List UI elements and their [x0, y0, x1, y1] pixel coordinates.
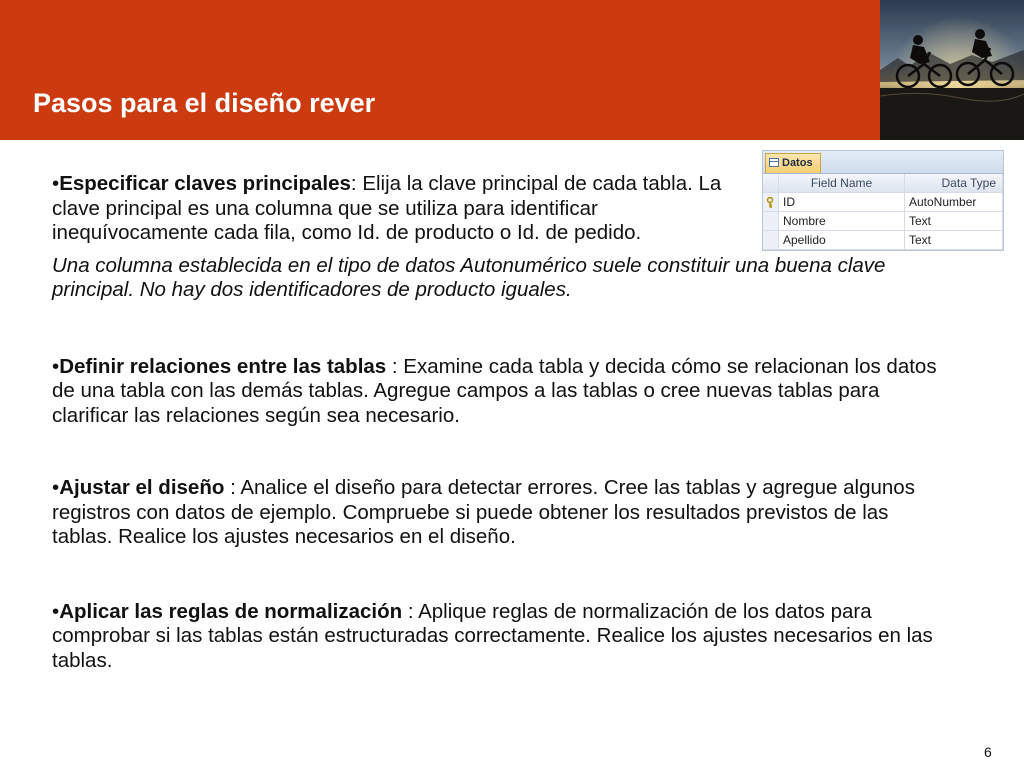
- field-name-cell[interactable]: ID: [779, 193, 905, 212]
- bullet-relationships: •Definir relaciones entre las tablas : Examine cada tabla y decida cómo se relacionan los datos de una tabla con las demás tablas. Agregue campos a las tablas o cree nuevas tablas para clarificar las relaciones según sea necesario.: [52, 354, 937, 427]
- data-type-cell[interactable]: Text: [905, 212, 1003, 231]
- table-tab-datos[interactable]: [765, 153, 821, 173]
- bullet-primary-keys: •Especificar claves principales: Elija la clave principal de cada tabla. La clave principal es una columna que se utiliza para identificar inequívocamente cada fila, como Id. de producto o Id. de pedido.: [52, 172, 722, 244]
- bullet-term: Aplicar las reglas de normalización: [59, 599, 403, 623]
- bullet-text: : Examine cada tabla y decida cómo se relacionan los datos de una tabla con las demás tablas. Agregue campos a las tablas o cree nuevas tablas para clarificar las relaciones según sea necesario.: [52, 354, 937, 427]
- bullet-text: : Elija la clave principal de cada tabla. La clave principal es una columna que se utiliza para identificar inequívocamente cada fila, como Id. de producto o Id. de pedido.: [52, 172, 722, 244]
- table-tab-label: Datos: [782, 157, 813, 169]
- page-number: 6: [984, 744, 992, 760]
- bullet-term: Ajustar el diseño: [59, 476, 225, 499]
- cyclists-photo: [880, 0, 1024, 140]
- bullet-text: : Aplique reglas de normalización de los datos para comprobar si las tablas están estructuradas correctamente. Realice los ajustes necesarios en las tablas.: [52, 599, 933, 672]
- data-type-cell[interactable]: AutoNumber: [905, 193, 1003, 212]
- field-name-cell[interactable]: Nombre: [779, 212, 905, 231]
- table-icon: [769, 158, 779, 167]
- bullet-text: : Analice el diseño para detectar errores. Cree las tablas y agregue algunos registros con datos de ejemplo. Compruebe si puede obtener los resultados previstos de las tablas. Realice los ajustes necesarios en el diseño.: [52, 476, 915, 548]
- column-header-field-name[interactable]: Field Name: [779, 174, 905, 193]
- cyclists-silhouette-image: [880, 0, 1024, 140]
- bullet-primary-keys-note: Una columna establecida en el tipo de datos Autonumérico suele constituir una buena clave principal. No hay dos identificadores de producto iguales.: [52, 253, 886, 301]
- bullet-term: Especificar claves principales: [59, 172, 351, 195]
- column-header-data-type[interactable]: Data Type: [905, 174, 1003, 193]
- bullet-normalization: •Aplicar las reglas de normalización : Aplique reglas de normalización de los datos para comprobar si las tablas están estructuradas correctamente. Realice los ajustes necesarios en las tablas.: [52, 599, 933, 672]
- slide-body: [52, 172, 942, 673]
- table-tab-strip: [763, 151, 1003, 174]
- bullet-term: Definir relaciones entre las tablas: [59, 354, 387, 378]
- slide-title: Pasos para el diseño rever: [33, 88, 376, 118]
- title-banner: [0, 0, 880, 140]
- field-name-cell[interactable]: Apellido: [779, 231, 905, 250]
- bullet-adjust-design: •Ajustar el diseño : Analice el diseño para detectar errores. Cree las tablas y agregue algunos registros con datos de ejemplo. Compruebe si puede obtener los resultados previstos de las tablas. Realice los ajustes necesarios en el diseño.: [52, 476, 915, 548]
- data-type-cell[interactable]: Text: [905, 231, 1003, 250]
